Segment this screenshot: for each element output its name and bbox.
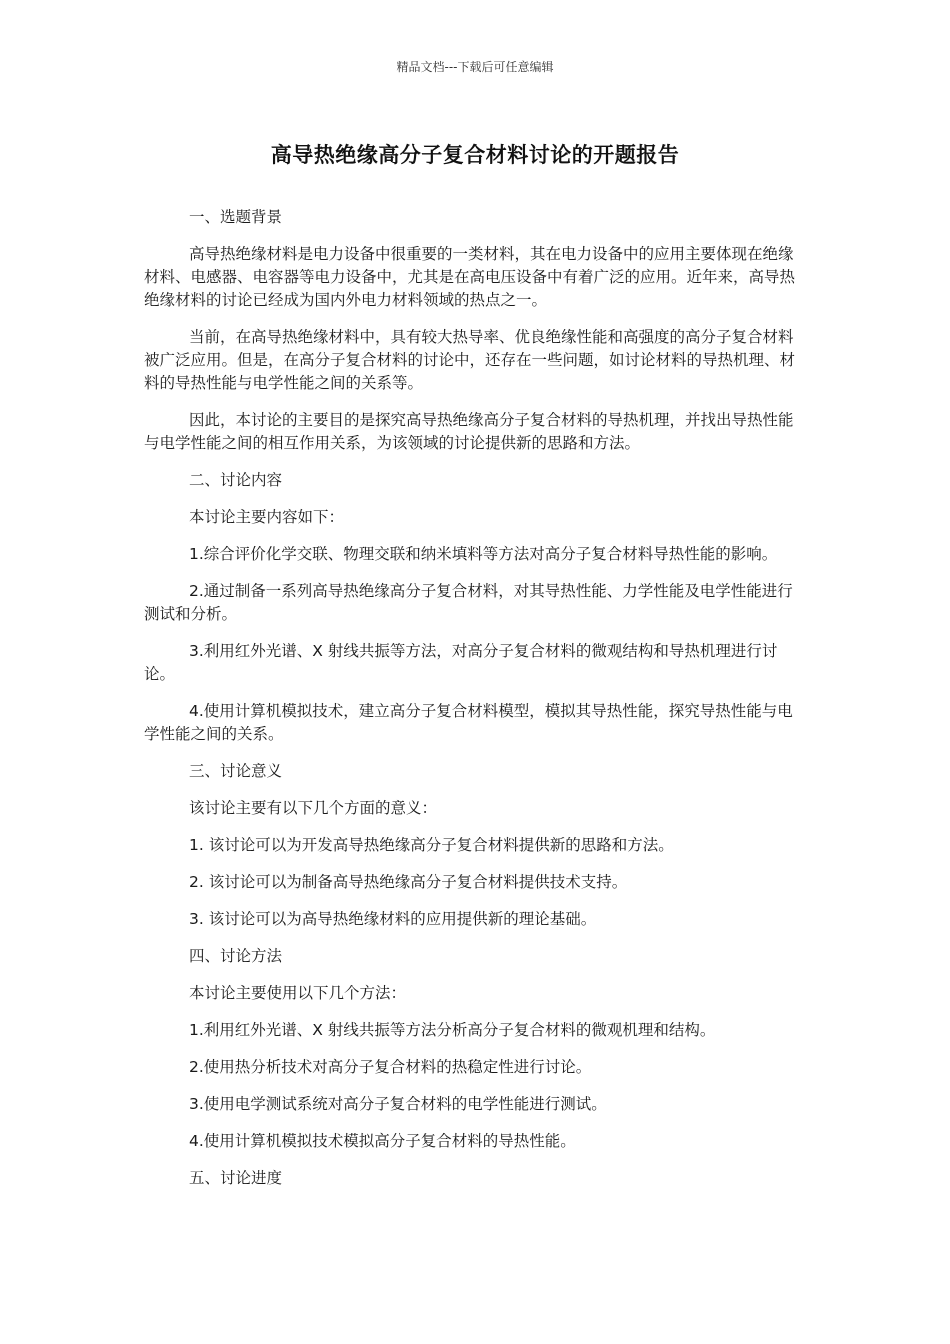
list-item-methods-1: 1.利用红外光谱、X 射线共振等方法分析高分子复合材料的微观机理和结构。 (189, 1021, 716, 1039)
document-body (144, 206, 806, 1204)
section-heading-methods: 四、讨论方法 (189, 947, 283, 965)
section-heading-content: 二、讨论内容 (189, 471, 283, 489)
list-item-content-2: 2.通过制备一系列高导热绝缘高分子复合材料，对其导热性能、力学性能及电学性能进行测试和分析。 (144, 582, 793, 623)
list-item-significance-3: 3. 该讨论可以为高导热绝缘材料的应用提供新的理论基础。 (189, 910, 597, 928)
section-heading-significance: 三、讨论意义 (189, 762, 283, 780)
paragraph-background-3: 因此，本讨论的主要目的是探究高导热绝缘高分子复合材料的导热机理，并找出导热性能与电学性能之间的相互作用关系，为该领域的讨论提供新的思路和方法。 (144, 411, 794, 452)
list-item-methods-4: 4.使用计算机模拟技术模拟高分子复合材料的导热性能。 (189, 1132, 576, 1150)
paragraph-background-2: 当前，在高导热绝缘材料中，具有较大热导率、优良绝缘性能和高强度的高分子复合材料被广泛应用。但是，在高分子复合材料的讨论中，还存在一些问题，如讨论材料的导热机理、材料的导热性能与电学性能之间的关系等。 (144, 328, 796, 392)
paragraph-content-intro: 本讨论主要内容如下： (189, 508, 345, 526)
paragraph-significance-intro: 该讨论主要有以下几个方面的意义： (189, 799, 438, 817)
section-heading-schedule: 五、讨论进度 (189, 1169, 283, 1187)
list-item-significance-2: 2. 该讨论可以为制备高导热绝缘高分子复合材料提供技术支持。 (189, 873, 628, 891)
list-item-methods-3: 3.使用电学测试系统对高分子复合材料的电学性能进行测试。 (189, 1095, 607, 1113)
section-heading-background: 一、选题背景 (189, 208, 283, 226)
paragraph-background-1: 高导热绝缘材料是电力设备中很重要的一类材料，其在电力设备中的应用主要体现在绝缘材料、电感器、电容器等电力设备中，尤其是在高电压设备中有着广泛的应用。近年来，高导热绝缘材料的讨论已经成为国内外电力材料领域的热点之一。 (144, 245, 796, 309)
list-item-content-4: 4.使用计算机模拟技术，建立高分子复合材料模型，模拟其导热性能，探究导热性能与电学性能之间的关系。 (144, 702, 793, 743)
list-item-significance-1: 1. 该讨论可以为开发高导热绝缘高分子复合材料提供新的思路和方法。 (189, 836, 674, 854)
list-item-methods-2: 2.使用热分析技术对高分子复合材料的热稳定性进行讨论。 (189, 1058, 592, 1076)
document-title: 高导热绝缘高分子复合材料讨论的开题报告 (270, 143, 680, 167)
list-item-content-1: 1.综合评价化学交联、物理交联和纳米填料等方法对高分子复合材料导热性能的影响。 (189, 545, 778, 563)
paragraph-methods-intro: 本讨论主要使用以下几个方法： (189, 984, 407, 1002)
list-item-content-3: 3.利用红外光谱、X 射线共振等方法，对高分子复合材料的微观结构和导热机理进行讨论。 (144, 642, 778, 683)
header-note: 精品文档---下载后可任意编辑 (396, 60, 554, 74)
